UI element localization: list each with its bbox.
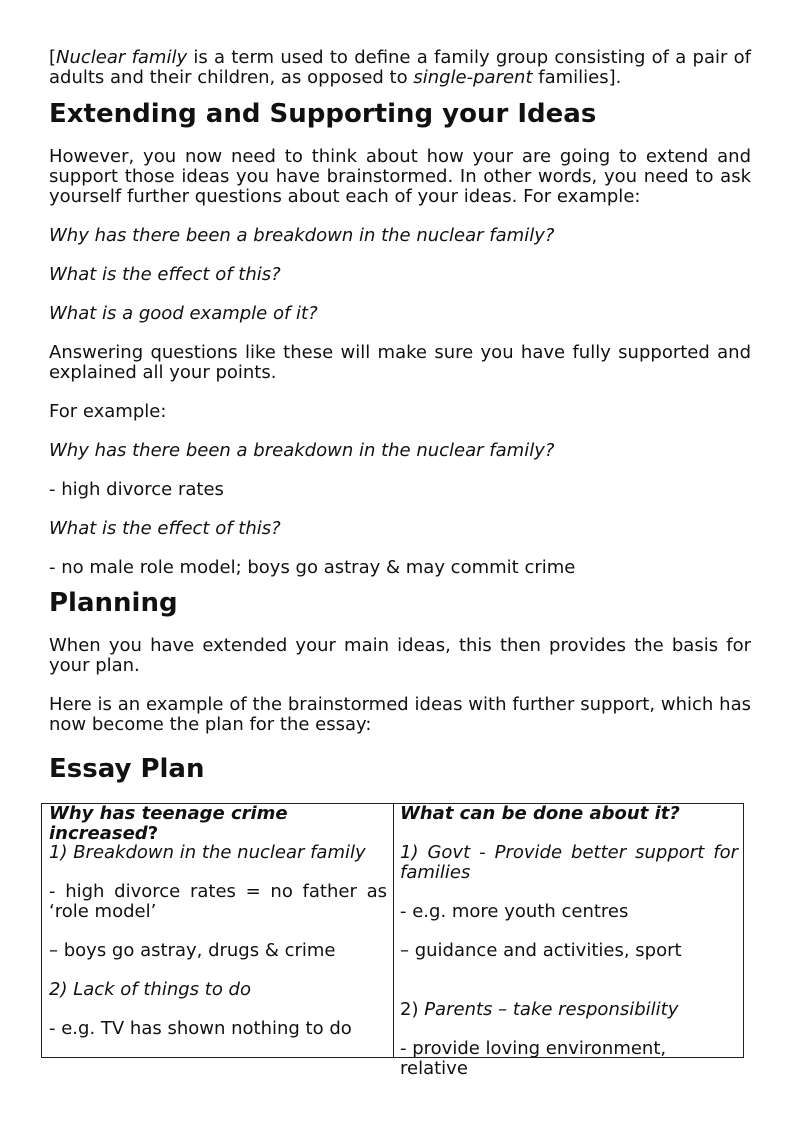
left-point-1a: - high divorce rates = no father as ‘role model’ bbox=[49, 881, 387, 922]
bracket-text: [ bbox=[49, 47, 57, 68]
question-effect: What is the effect of this? bbox=[49, 264, 281, 285]
heading-extending: Extending and Supporting your Ideas bbox=[49, 99, 597, 129]
right-point-1b: – guidance and activities, sport bbox=[400, 940, 682, 961]
question-breakdown: Why has there been a breakdown in the nuclear family? bbox=[49, 225, 555, 246]
left-header-qmark: ? bbox=[147, 823, 159, 844]
intro-text-end: families]. bbox=[532, 67, 622, 88]
left-point-2a: - e.g. TV has shown nothing to do bbox=[49, 1018, 352, 1039]
example-question-effect: What is the effect of this? bbox=[49, 518, 281, 539]
left-point-1: 1) Breakdown in the nuclear family bbox=[49, 842, 366, 863]
intro-text: is a term used to define a family group consisting of a pair of adults and their children, as opposed to bbox=[49, 47, 751, 88]
right-point-2 bbox=[400, 1000, 738, 1020]
however-paragraph: However, you now need to think about how your are going to extend and support those ideas you have brainstormed. In other words, you need to ask yourself further questions about each of your ideas. For example: bbox=[49, 146, 751, 207]
example-answer-divorce: - high divorce rates bbox=[49, 479, 224, 500]
when-paragraph: When you have extended your main ideas, this then provides the basis for your plan. bbox=[49, 635, 751, 676]
heading-essay-plan: Essay Plan bbox=[49, 754, 205, 784]
term-single-parent: single-parent bbox=[413, 67, 533, 88]
essay-plan-table bbox=[41, 803, 744, 1079]
right-point-1a: - e.g. more youth centres bbox=[400, 901, 629, 922]
heading-planning: Planning bbox=[49, 588, 178, 618]
intro-paragraph bbox=[49, 48, 751, 88]
right-header: What can be done about it? bbox=[400, 803, 680, 824]
right-point-2-text: Parents – take responsibility bbox=[424, 999, 679, 1020]
right-point-2a: - provide loving environment, relative bbox=[400, 1038, 667, 1079]
answering-paragraph: Answering questions like these will make sure you have fully supported and explained all your points. bbox=[49, 342, 751, 383]
right-point-2-number: 2) bbox=[400, 999, 425, 1020]
left-header-text: Why has teenage crime increased bbox=[49, 803, 288, 844]
left-point-1b: – boys go astray, drugs & crime bbox=[49, 940, 336, 961]
left-header bbox=[49, 804, 387, 844]
term-nuclear-family: Nuclear family bbox=[56, 47, 188, 68]
example-question-breakdown: Why has there been a breakdown in the nuclear family? bbox=[49, 440, 555, 461]
table-column-divider bbox=[393, 804, 394, 1057]
for-example-label: For example: bbox=[49, 401, 167, 422]
here-paragraph: Here is an example of the brainstormed ideas with further support, which has now become the plan for the essay: bbox=[49, 694, 751, 735]
question-example: What is a good example of it? bbox=[49, 303, 318, 324]
left-point-2: 2) Lack of things to do bbox=[49, 979, 251, 1000]
example-answer-role-model: - no male role model; boys go astray & may commit crime bbox=[49, 557, 576, 578]
right-point-1: 1) Govt - Provide better support for families bbox=[400, 842, 738, 883]
